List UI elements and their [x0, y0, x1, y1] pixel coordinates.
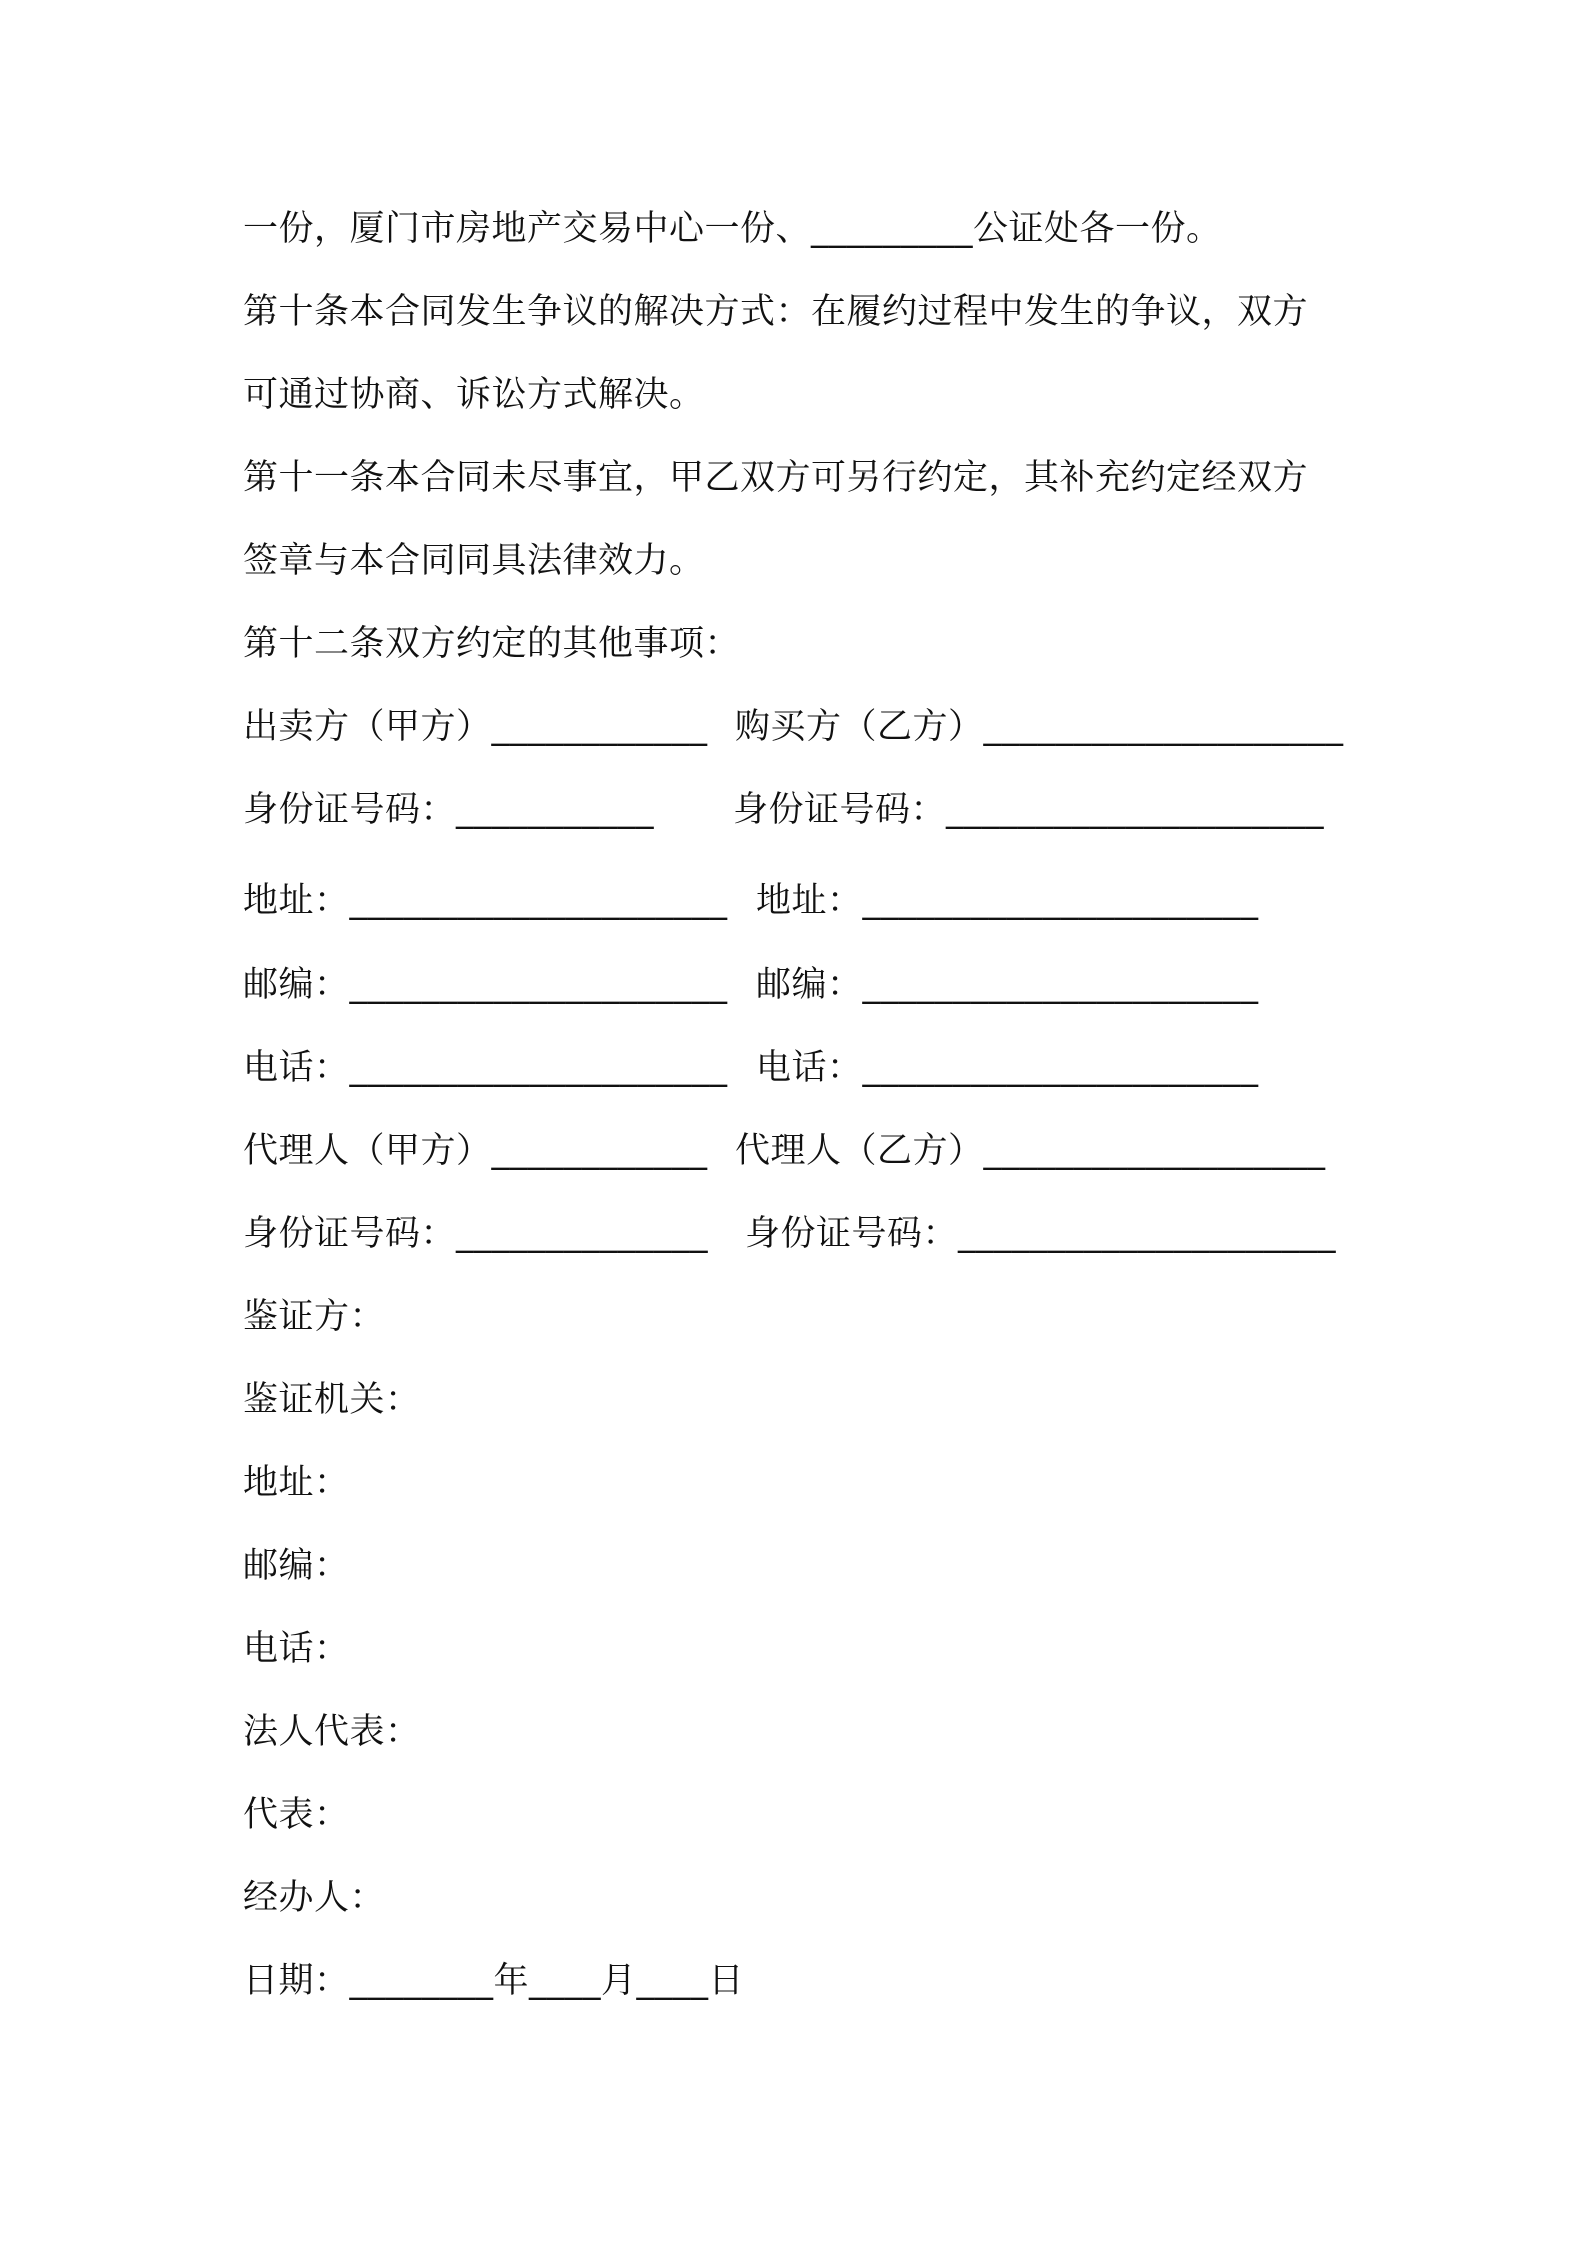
verification-postcode-label: 邮编： — [243, 1546, 350, 1586]
agent-a-field: 代理人（甲方）____________ — [243, 1131, 708, 1171]
agent-b-field: 代理人（乙方）___________________ — [735, 1131, 1326, 1171]
verification-party-label: 鉴证方： — [243, 1297, 386, 1337]
article-twelve-heading: 第十二条双方约定的其他事项： — [243, 624, 741, 664]
seller-postcode-field: 邮编：_____________________ — [243, 965, 728, 1005]
date-field: 日期：________年____月____日 — [243, 1961, 745, 2001]
buyer-address-field: 地址：______________________ — [756, 881, 1259, 921]
agent-a-id-field: 身份证号码：______________ — [243, 1214, 709, 1254]
verification-phone-label: 电话： — [243, 1629, 350, 1669]
buyer-id-field: 身份证号码：_____________________ — [733, 790, 1325, 830]
article-eleven-line-2: 签章与本合同同具法律效力。 — [243, 541, 705, 581]
article-ten-line-1: 第十条本合同发生争议的解决方式：在履约过程中发生的争议，双方 — [243, 292, 1309, 332]
representative-label: 代表： — [243, 1795, 350, 1835]
seller-field: 出卖方（甲方）____________ — [243, 707, 708, 747]
seller-phone-field: 电话：_____________________ — [243, 1048, 728, 1088]
article-eleven-line-1: 第十一条本合同未尽事宜，甲乙双方可另行约定，其补充约定经双方 — [243, 458, 1309, 498]
article-ten-line-2: 可通过协商、诉讼方式解决。 — [243, 375, 705, 415]
handler-label: 经办人： — [243, 1878, 386, 1918]
seller-address-field: 地址：_____________________ — [243, 881, 728, 921]
buyer-phone-field: 电话：______________________ — [756, 1048, 1259, 1088]
seller-id-field: 身份证号码：___________ — [243, 790, 655, 830]
verification-address-label: 地址： — [243, 1463, 350, 1503]
legal-representative-label: 法人代表： — [243, 1712, 421, 1752]
buyer-postcode-field: 邮编：______________________ — [756, 965, 1259, 1005]
buyer-field: 购买方（乙方）____________________ — [735, 707, 1344, 747]
contract-text-line-1: 一份，厦门市房地产交易中心一份、_________公证处各一份。 — [243, 209, 1222, 249]
agent-b-id-field: 身份证号码：_____________________ — [745, 1214, 1337, 1254]
verification-authority-label: 鉴证机关： — [243, 1380, 421, 1420]
